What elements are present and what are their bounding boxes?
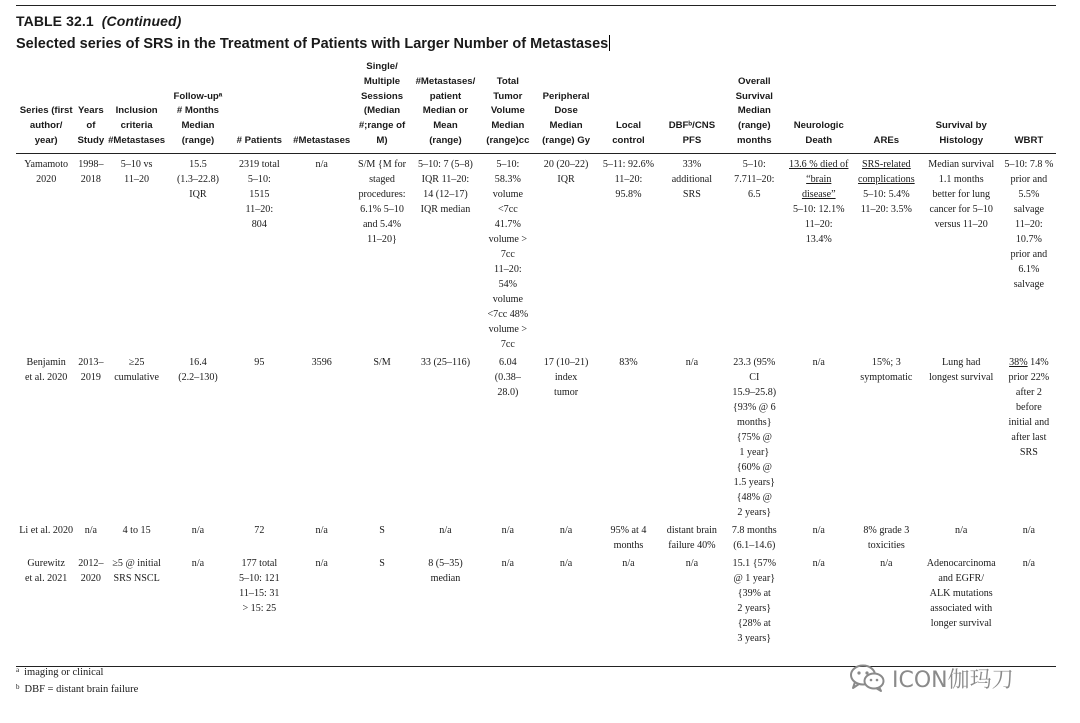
cell-sessions: S/M {M for staged procedures: 6.1% 5–10 and 5.4% 11–20}: [358, 158, 407, 245]
col-header-years: Years of Study: [76, 60, 105, 153]
footnote-mark: a: [16, 666, 20, 674]
cell-dose: 20 (20–22) IQR: [543, 158, 589, 185]
cell-local-control: n/a: [596, 553, 660, 667]
cell-neuro-death: [785, 153, 852, 352]
table-row: [16, 153, 1056, 352]
ares-underlined: SRS-related complications: [858, 158, 915, 185]
cell-local-control: 95% at 4 months: [610, 524, 647, 551]
footnote-mark: b: [16, 683, 20, 691]
wbrt-underlined: 38%: [1009, 356, 1028, 368]
header-row: [16, 60, 1056, 153]
cell-histology: n/a: [955, 524, 968, 536]
cell-survival: 23.3 (95% CI 15.9–25.8) {93% @ 6 months} {75% @ 1 year} {60% @ 1.5 years} {48% @ 2 years}: [732, 356, 777, 518]
cell-survival: 15.1 {57% @ 1 year} {39% at 2 years} {28% at 3 years}: [723, 553, 785, 667]
wechat-icon: [848, 663, 886, 693]
col-header-dbf: DBFᵇ/CNS PFS: [661, 60, 723, 153]
col-header-volume: Total Tumor Volume Median (range)cc: [480, 60, 536, 153]
cell-followup: 16.4 (2.2–130): [178, 356, 218, 383]
cell-volume: n/a: [501, 524, 515, 536]
col-header-survival: Overall Survival Median (range) months: [723, 60, 785, 153]
cell-dose: n/a: [559, 524, 573, 536]
cell-mets-per-patient: 5–10: 7 (5–8) IQR 11–20: 14 (12–17) IQR median: [417, 158, 473, 215]
cell-inclusion: 5–10 vs 11–20: [120, 158, 153, 185]
col-header-patients: # Patients: [228, 60, 290, 153]
cell-sessions: S: [379, 524, 385, 536]
cell-wbrt: [1002, 352, 1056, 520]
col-header-wbrt: WBRT: [1002, 60, 1056, 153]
cell-sessions: S/M: [373, 356, 391, 368]
neuro-death-underlined: 13.6 % died of “brain disease”: [789, 158, 849, 200]
table-row: [16, 352, 1056, 520]
cell-inclusion: ≥25 cumulative: [114, 356, 160, 383]
cell-histology: Adenocarcinoma and EGFR/ ALK mutations associated with longer survival: [921, 553, 1002, 667]
watermark: [848, 661, 1014, 695]
col-header-followup: Follow-upᵃ # Months Median (range): [168, 60, 228, 153]
cell-histology: Lung had longest survival: [929, 356, 994, 383]
wbrt-values: n/a: [1022, 524, 1036, 536]
neuro-death-values: n/a: [812, 356, 825, 368]
cell-inclusion: ≥5 @ initial SRS NSCL: [105, 553, 167, 667]
cell-years: n/a: [84, 524, 98, 536]
cell-ares: [852, 520, 921, 553]
cell-metastases: n/a: [315, 158, 328, 170]
cell-metastases: n/a: [315, 524, 328, 536]
continued-label: (Continued): [101, 13, 182, 29]
table-title: [16, 35, 610, 52]
cell-sessions: S: [353, 553, 411, 667]
cell-dbf: distant brain failure 40%: [666, 524, 717, 551]
cell-years: 1998– 2018: [78, 158, 104, 185]
cell-volume: 5–10: 58.3% volume <7cc 41.7% volume > 7cc 11–20: 54% volume <7cc 48% volume > 7cc: [487, 158, 529, 350]
col-header-mets-per-patient: #Metastases/ patient Median or Mean (range): [411, 60, 480, 153]
cell-wbrt: [1002, 553, 1056, 667]
cell-mets-per-patient: 33 (25–116): [420, 356, 471, 368]
table-title-text: Selected series of SRS in the Treatment of Patients with Larger Number of Metastases: [16, 36, 609, 52]
neuro-death-values: 5–10: 12.1% 11–20: 13.4%: [792, 203, 845, 245]
footnote-text: imaging or clinical: [24, 667, 104, 678]
cell-survival: 7.8 months (6.1–14.6): [731, 524, 777, 551]
cell-mets-per-patient: n/a: [439, 524, 452, 536]
cell-histology: Median survival 1.1 months better for lung cancer for 5–10 versus 11–20: [928, 158, 995, 230]
cell-dbf: n/a: [661, 553, 723, 667]
wbrt-values: n/a: [1022, 557, 1036, 569]
wbrt-values: 14% prior 22% after 2 before initial and after last SRS: [1008, 356, 1050, 458]
col-header-local-control: Local control: [596, 60, 660, 153]
cell-dose: 17 (10–21) index tumor: [543, 356, 589, 398]
cell-neuro-death: [785, 352, 852, 520]
col-header-histology: Survival by Histology: [921, 60, 1002, 153]
col-header-inclusion: Inclusion criteria #Metastases: [105, 60, 167, 153]
cell-patients: 72: [254, 524, 265, 536]
col-header-sessions: Single/ Multiple Sessions (Median #;range of M): [353, 60, 411, 153]
ares-values: n/a: [880, 557, 893, 569]
cell-series: Yamamoto 2020: [24, 158, 69, 185]
col-header-dose: Peripheral Dose Median (range) Gy: [536, 60, 596, 153]
cell-volume: 6.04 (0.38– 28.0): [494, 356, 521, 398]
col-header-metastases: #Metastases: [291, 60, 353, 153]
cell-metastases: 3596: [311, 356, 332, 368]
cell-dbf: 33% additional SRS: [671, 158, 713, 200]
cell-wbrt: [1002, 153, 1056, 352]
col-header-neuro-death: Neurologic Death: [785, 60, 852, 153]
cell-patients: 2319 total 5–10: 1515 11–20: 804: [238, 158, 280, 230]
cell-patients: 95: [254, 356, 265, 368]
table-number: TABLE 32.1: [16, 13, 94, 29]
cell-series: Li et al. 2020: [19, 524, 74, 536]
cell-metastases: n/a: [291, 553, 353, 667]
cell-dose: n/a: [536, 553, 596, 667]
table-row: [16, 553, 1056, 667]
cell-followup: 15.5 (1.3–22.8) IQR: [176, 158, 219, 200]
text-cursor: [609, 35, 610, 51]
cell-neuro-death: [785, 520, 852, 553]
cell-survival: 5–10: 7.711–20: 6.5: [734, 158, 775, 200]
cell-inclusion: 4 to 15: [122, 524, 151, 536]
table-label: [16, 13, 181, 29]
cell-ares: [852, 553, 921, 667]
cell-years: 2013– 2019: [78, 356, 104, 383]
cell-local-control: 83%: [619, 356, 638, 368]
ares-values: 15%; 3 symptomatic: [860, 356, 913, 383]
top-rule: [16, 5, 1056, 6]
watermark-text: ICON伽玛刀: [892, 667, 1014, 693]
footnote-a: [16, 666, 103, 678]
cell-neuro-death: [785, 553, 852, 667]
ares-values: 5–10: 5.4% 11–20: 3.5%: [860, 188, 912, 215]
neuro-death-values: n/a: [812, 557, 825, 569]
srs-series-table: [16, 60, 1056, 667]
cell-series: Gurewitz et al. 2021: [16, 553, 76, 667]
wbrt-values: 5–10: 7.8 % prior and 5.5% salvage 11–20: 10.7% prior and 6.1% salvage: [1004, 158, 1054, 290]
cell-mets-per-patient: 8 (5–35) median: [411, 553, 480, 667]
neuro-death-values: n/a: [812, 524, 825, 536]
cell-dbf: n/a: [685, 356, 699, 368]
table-row: [16, 520, 1056, 553]
cell-patients: 177 total 5–10: 121 11–15: 31 > 15: 25: [228, 553, 290, 667]
cell-volume: n/a: [480, 553, 536, 667]
cell-local-control: 5–11: 92.6% 11–20: 95.8%: [602, 158, 655, 200]
footnote-b: [16, 683, 138, 695]
cell-series: Benjamin et al. 2020: [24, 356, 68, 383]
col-header-ares: AREs: [852, 60, 921, 153]
col-header-series: Series (first author/ year): [16, 60, 76, 153]
cell-followup: n/a: [191, 524, 205, 536]
ares-values: 8% grade 3 toxicities: [863, 524, 910, 551]
cell-ares: [852, 352, 921, 520]
cell-followup: n/a: [168, 553, 228, 667]
cell-wbrt: [1002, 520, 1056, 553]
footnote-text: DBF = distant brain failure: [24, 684, 139, 695]
cell-years: 2012– 2020: [76, 553, 105, 667]
cell-ares: [852, 153, 921, 352]
